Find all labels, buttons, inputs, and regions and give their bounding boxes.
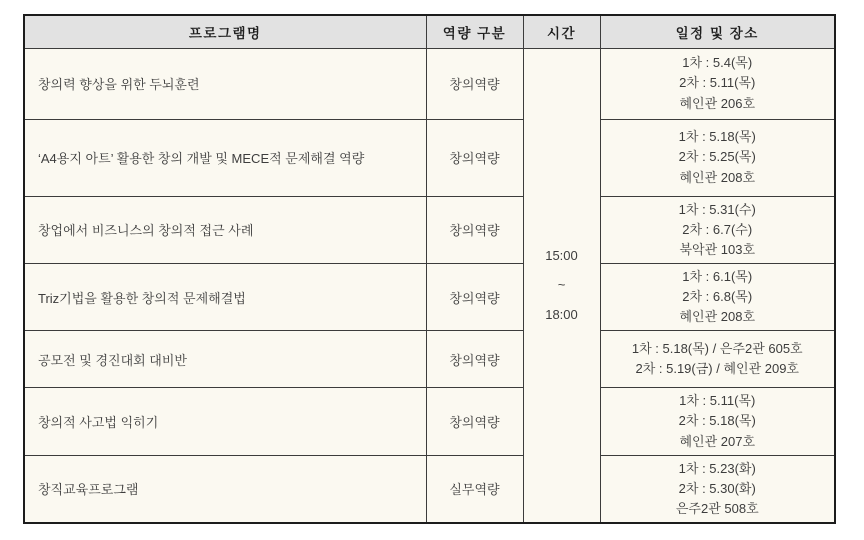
schedule-line: 2차 : 6.7(수): [682, 221, 753, 237]
program-name-cell: 공모전 및 경진대회 대비반: [24, 331, 426, 388]
competency-cell: 창의역량: [426, 48, 523, 119]
competency-cell: 창의역량: [426, 388, 523, 455]
time-cell: [523, 48, 600, 523]
schedule-line: 1차 : 5.31(수): [678, 201, 756, 217]
schedule-line: 혜인관 208호: [679, 169, 756, 185]
table-row: [24, 196, 835, 263]
schedule-line: 2차 : 5.25(목): [678, 149, 756, 165]
schedule-line: 1차 : 6.1(목): [682, 268, 753, 284]
table-row: [24, 388, 835, 455]
time-line: ~: [557, 277, 566, 293]
schedule-line: 1차 : 5.11(목): [679, 393, 756, 409]
table-row: [24, 119, 835, 196]
table-row: [24, 263, 835, 330]
schedule-cell: [600, 455, 835, 523]
competency-cell: 창의역량: [426, 331, 523, 388]
schedule-line: 2차 : 5.30(화): [678, 480, 756, 496]
schedule-line: 혜인관 207호: [679, 433, 756, 449]
header-schedule-location: 일정 및 장소: [600, 15, 835, 48]
competency-cell: 창의역량: [426, 196, 523, 263]
competency-cell: 실무역량: [426, 455, 523, 523]
schedule-line: 1차 : 5.18(목) / 은주2관 605호: [631, 341, 803, 357]
program-name-cell: 창의적 사고법 익히기: [24, 388, 426, 455]
header-competency-type: 역량 구분: [426, 15, 523, 48]
table-row: [24, 455, 835, 523]
schedule-line: 북악관 103호: [679, 241, 756, 257]
schedule-cell: [600, 119, 835, 196]
table-wrap: [23, 14, 836, 524]
schedule-line: 2차 : 5.19(금) / 혜인관 209호: [635, 361, 799, 377]
schedule-line: 은주2관 508호: [675, 501, 759, 517]
header-time: 시간: [523, 15, 600, 48]
schedule-cell: [600, 196, 835, 263]
program-name-cell: 창의력 향상을 위한 두뇌훈련: [24, 48, 426, 119]
schedule-line: 2차 : 5.11(목): [679, 75, 756, 91]
program-schedule-table: [23, 14, 836, 524]
program-name-cell: Triz기법을 활용한 창의적 문제해결법: [24, 263, 426, 330]
program-name-cell: 창직교육프로그램: [24, 455, 426, 523]
table-body: [24, 48, 835, 523]
schedule-line: 2차 : 5.18(목): [678, 413, 756, 429]
schedule-cell: [600, 331, 835, 388]
schedule-cell: [600, 48, 835, 119]
schedule-line: 혜인관 206호: [679, 95, 756, 111]
competency-cell: 창의역량: [426, 119, 523, 196]
schedule-line: 혜인관 208호: [679, 309, 756, 325]
table-row: [24, 48, 835, 119]
schedule-line: 1차 : 5.4(목): [682, 55, 753, 71]
program-name-cell: ‘A4용지 아트’ 활용한 창의 개발 및 MECE적 문제해결 역량: [24, 119, 426, 196]
time-line: 15:00: [545, 247, 578, 263]
header-program-name: 프로그램명: [24, 15, 426, 48]
program-name-cell: 창업에서 비즈니스의 창의적 접근 사례: [24, 196, 426, 263]
time-line: 18:00: [545, 307, 578, 323]
schedule-cell: [600, 263, 835, 330]
schedule-line: 1차 : 5.23(화): [678, 460, 756, 476]
table-row: [24, 331, 835, 388]
competency-cell: 창의역량: [426, 263, 523, 330]
schedule-cell: [600, 388, 835, 455]
schedule-line: 2차 : 6.8(목): [682, 289, 753, 305]
header-row: [24, 15, 835, 48]
schedule-line: 1차 : 5.18(목): [678, 129, 756, 145]
